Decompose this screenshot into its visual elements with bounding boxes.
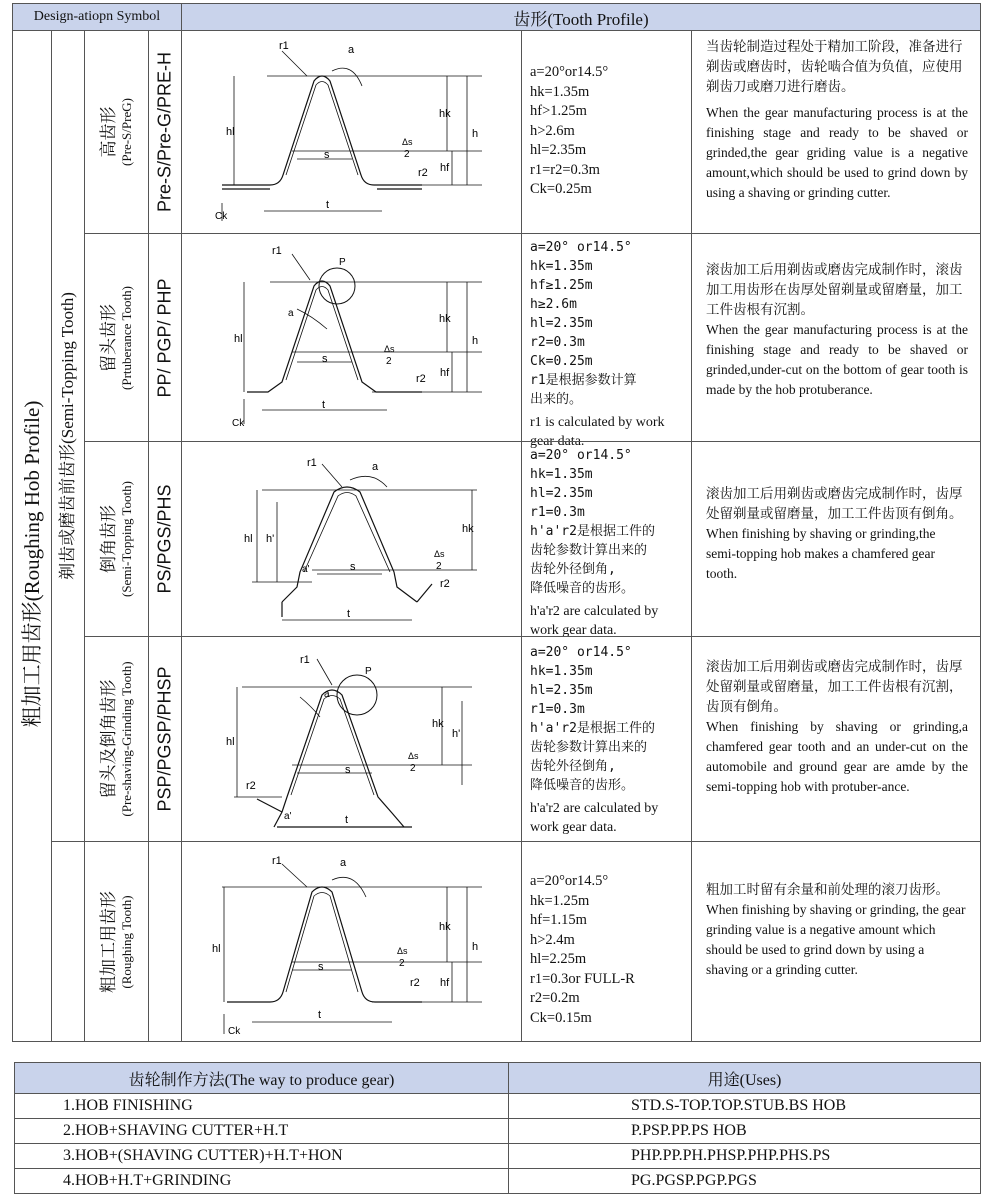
tooth-outline <box>222 76 422 185</box>
tooth-profile-header-label: 齿形(Tooth Profile) <box>513 9 649 29</box>
label-hl: hl <box>212 943 221 955</box>
row-name-cell <box>84 30 149 234</box>
row-note-cn: 滚齿加工后用剃齿或磨齿完成制作时，齿厚处留剃量或留磨量，加工工件齿根有沉割，齿顶有倒角。 <box>706 659 963 715</box>
label-r2: r2 <box>246 780 256 792</box>
row-diagram-cell <box>181 233 522 442</box>
row-name <box>99 286 133 390</box>
row-name-en: (Semi-Topping Tooth) <box>117 480 133 598</box>
row-desc-en: When finishing by shaving or grinding,the semi-topping hob makes a chamfered gear tooth. <box>706 526 936 581</box>
label-hl: hl <box>244 533 253 545</box>
row-name-cell <box>84 441 149 637</box>
row-params: a=20° or14.5° hk=1.35m hf≥1.25m h≥2.6m hl=2.35m r2=0.3m Ck=0.25m r1是根据参数计算 出来的。 <box>530 240 637 407</box>
row-symbol-cell <box>148 841 182 1042</box>
row-note-cn: 滚齿加工后用剃齿或磨齿完成制作时，齿厚处留剃量或留磨量，加工工件齿顶有倒角。 <box>706 486 963 522</box>
label-r2: r2 <box>440 578 450 590</box>
tooth-outline <box>247 281 422 392</box>
label-h: h <box>472 941 479 953</box>
row-name-cell <box>84 636 149 842</box>
method-cell: 1.HOB FINISHING <box>15 1094 509 1119</box>
row-desc-cell <box>691 841 981 1042</box>
semi-topping-column <box>51 30 85 842</box>
label-r1: r1 <box>300 654 310 666</box>
table-row <box>15 1144 981 1169</box>
row-params-cell: a=20°or14.5° hk=1.35m hf>1.25m h>2.6m hl=2.35m r1=r2=0.3m Ck=0.25m <box>521 30 692 234</box>
label-h: h <box>472 128 479 140</box>
row-desc-cell <box>691 233 981 442</box>
protuberance-circle <box>319 268 355 304</box>
row-name-cn: 留头齿形 <box>98 303 119 372</box>
label-ds: Δs <box>408 751 419 761</box>
label-t: t <box>326 199 330 211</box>
label-p: P <box>339 257 346 268</box>
row-name-cn: 留头及倒角齿形 <box>98 679 119 799</box>
row-symbol-cell <box>148 30 182 234</box>
label-ap: a' <box>302 564 310 575</box>
row-params-note: r1 is calculated by work gear data. <box>530 415 665 449</box>
row-desc-cell <box>691 30 981 234</box>
tooth-profile-header <box>181 3 981 31</box>
production-methods-table <box>14 1062 981 1194</box>
label-a: a <box>340 857 347 869</box>
row-params: a=20° or14.5° hk=1.35m hl=2.35m r1=0.3m h'a'r2是根据工件的 齿轮参数计算出来的 齿轮外径倒角, 降低噪音的齿形。 <box>530 645 655 793</box>
row-name <box>99 661 133 816</box>
label-hp: h' <box>266 533 275 545</box>
row-desc-en: When finishing by shaving or grinding,a chamfered gear tooth and an under-cut on the automobile and ground gear are amde by the semi-topping hob with protuber-ance. <box>706 719 968 794</box>
tooth-inner-outline <box>286 82 358 176</box>
row-params-note: h'a'r2 are calculated by work gear data. <box>530 801 659 835</box>
row-name-cn: 高齿形 <box>98 106 119 158</box>
label-s: s <box>318 961 324 973</box>
roughing-hob-label: 粗加工用齿形(Roughing Hob Profile) <box>19 400 44 728</box>
row-diagram-cell <box>181 841 522 1042</box>
label-a: a <box>288 308 294 319</box>
row-desc-en: When finishing by shaving or grinding, the gear grinding value is a negative amount which should be used to grind down by using a shaving or a grinding cutter. <box>706 902 966 977</box>
row-name <box>99 481 133 597</box>
row-params: a=20° or14.5° hk=1.35m hl=2.35m r1=0.3m h'a'r2是根据工件的 齿轮参数计算出来的 齿轮外径倒角, 降低噪音的齿形。 <box>530 448 655 596</box>
row-symbol: PP/ PGP/ PHP <box>154 277 175 398</box>
row-diagram-cell <box>181 30 522 234</box>
use-cell: PHP.PP.PH.PHSP.PHP.PHS.PS <box>509 1144 981 1169</box>
label-two: 2 <box>399 958 405 969</box>
label-hk: hk <box>439 108 451 120</box>
row-note-cn: 当齿轮制造过程处于精加工阶段，准备进行剃齿或磨齿时，齿轮啮合值为负值，应使用剃齿刀或磨刀进行磨齿。 <box>706 39 963 95</box>
label-hf: hf <box>440 977 450 989</box>
uses-column-header: 用途(Uses) <box>509 1063 981 1094</box>
row-name-cn: 倒角齿形 <box>98 505 119 573</box>
row-params-cell: a=20°or14.5° hk=1.25m hf=1.15m h>2.4m hl=2.25m r1=0.3or FULL-R r2=0.2m Ck=0.15m <box>521 841 692 1042</box>
label-r2: r2 <box>416 373 426 385</box>
designation-header <box>12 3 182 31</box>
method-cell: 2.HOB+SHAVING CUTTER+H.T <box>15 1119 509 1144</box>
label-ap: a' <box>284 811 292 822</box>
label-r1: r1 <box>307 457 317 469</box>
row-symbol: Pre-S/Pre-G/PRE-H <box>154 51 175 213</box>
label-ds: Δs <box>397 946 408 956</box>
label-p: P <box>365 666 372 677</box>
label-two: 2 <box>436 561 442 572</box>
method-cell: 3.HOB+(SHAVING CUTTER)+H.T+HON <box>15 1144 509 1169</box>
row-params-cell <box>521 233 692 449</box>
designation-header-label: Design-atiopn Symbol <box>33 9 161 24</box>
row-note-cn: 滚齿加工后用剃齿或磨齿完成制作时，滚齿加工用齿形在齿厚处留剃量或留磨量，加工工件齿根有沉割。 <box>706 262 963 318</box>
row-params-note: h'a'r2 are calculated by work gear data. <box>530 604 659 638</box>
row-symbol-cell <box>148 636 182 842</box>
label-ck: Ck <box>232 418 245 429</box>
label-two: 2 <box>410 763 416 774</box>
label-two: 2 <box>386 356 392 367</box>
row-params-cell <box>521 441 692 637</box>
label-ds: Δs <box>402 137 413 147</box>
row-name <box>99 98 133 166</box>
label-s: s <box>322 353 328 365</box>
label-hk: hk <box>439 313 451 325</box>
label-hf: hf <box>440 162 450 174</box>
label-hk: hk <box>432 718 444 730</box>
label-hk: hk <box>439 921 451 933</box>
label-r2: r2 <box>410 977 420 989</box>
label-two: 2 <box>404 149 410 160</box>
row-name-cell <box>84 233 149 442</box>
row-name-cn: 粗加工用齿形 <box>98 890 119 993</box>
label-r1: r1 <box>272 245 282 257</box>
label-ck: Ck <box>228 1026 241 1037</box>
label-a: a <box>348 44 355 56</box>
row-symbol-cell <box>148 441 182 637</box>
method-cell: 4.HOB+H.T+GRINDING <box>15 1169 509 1194</box>
label-hl: hl <box>234 333 243 345</box>
tooth-outline <box>282 487 417 602</box>
use-cell: PG.PGSP.PGP.PGS <box>509 1169 981 1194</box>
label-ck: Ck <box>215 211 228 222</box>
label-s: s <box>345 764 351 776</box>
row-diagram-cell <box>181 441 522 637</box>
row-symbol: PSP/PGSP/PHSP <box>154 666 175 812</box>
tooth-profile-diagram <box>182 842 521 1041</box>
semi-topping-label: 剃齿或磨齿前齿形(Semi-Topping Tooth) <box>58 292 78 580</box>
label-s: s <box>350 561 356 573</box>
label-hf: hf <box>440 367 450 379</box>
label-a: a <box>372 461 379 473</box>
semi-topping-column-tail <box>51 841 85 1042</box>
tooth-inner-outline <box>291 696 374 796</box>
label-t: t <box>322 399 326 411</box>
label-t: t <box>345 814 349 826</box>
table-row <box>15 1094 981 1119</box>
use-cell: STD.S-TOP.TOP.STUB.BS HOB <box>509 1094 981 1119</box>
tooth-profile-diagram <box>182 442 521 636</box>
row-name-cell <box>84 841 149 1042</box>
label-r1: r1 <box>279 40 289 52</box>
tooth-outline <box>227 887 422 1002</box>
row-desc-cell <box>691 636 981 842</box>
label-hk: hk <box>462 523 474 535</box>
row-name-en: (Roughing Tooth) <box>117 894 133 989</box>
row-desc-en: When the gear manufacturing process is at the finishing stage and ready to be shaved or grinded,under-cut on the bottom of gear tooth is made by the hob protuberance. <box>706 322 968 397</box>
table-row <box>15 1119 981 1144</box>
tooth-profile-diagram <box>182 31 521 233</box>
row-note-cn: 粗加工时留有余量和前处理的滚刀齿形。 <box>706 882 949 898</box>
label-t: t <box>347 608 351 620</box>
table-row <box>15 1169 981 1194</box>
label-r1: r1 <box>272 855 282 867</box>
label-t: t <box>318 1009 322 1021</box>
use-cell: P.PSP.PP.PS HOB <box>509 1119 981 1144</box>
row-name-en: (Prtuberance Tooth) <box>117 285 133 390</box>
roughing-hob-column <box>12 30 52 1042</box>
row-name-en: (Pre-S/PreG) <box>117 98 133 166</box>
protuberance-circle <box>337 675 377 715</box>
label-hl: hl <box>226 736 235 748</box>
tooth-profile-diagram <box>182 234 521 441</box>
label-ds: Δs <box>434 549 445 559</box>
methods-column-header: 齿轮制作方法(The way to produce gear) <box>15 1063 509 1094</box>
tooth-outline <box>274 690 404 827</box>
row-desc-cell <box>691 441 981 637</box>
label-hp: h' <box>452 728 461 740</box>
row-params-cell <box>521 636 692 842</box>
row-symbol: PS/PGS/PHS <box>154 484 175 594</box>
row-desc-en: When the gear manufacturing process is at the finishing stage and ready to be shaved or grinded,the gear griding value is a negative amount,which should be used to grind down by using a shaving or grinding cutter. <box>706 105 968 200</box>
label-a: a <box>324 689 330 700</box>
row-symbol-cell <box>148 233 182 442</box>
tooth-profile-diagram <box>182 637 521 841</box>
row-diagram-cell <box>181 636 522 842</box>
label-ds: Δs <box>384 344 395 354</box>
row-name-en: (Pre-shaving-Grinding Tooth) <box>117 661 133 817</box>
label-hl: hl <box>226 126 235 138</box>
label-h: h <box>472 335 479 347</box>
label-s: s <box>324 149 330 161</box>
label-r2: r2 <box>418 167 428 179</box>
row-name <box>99 891 133 993</box>
